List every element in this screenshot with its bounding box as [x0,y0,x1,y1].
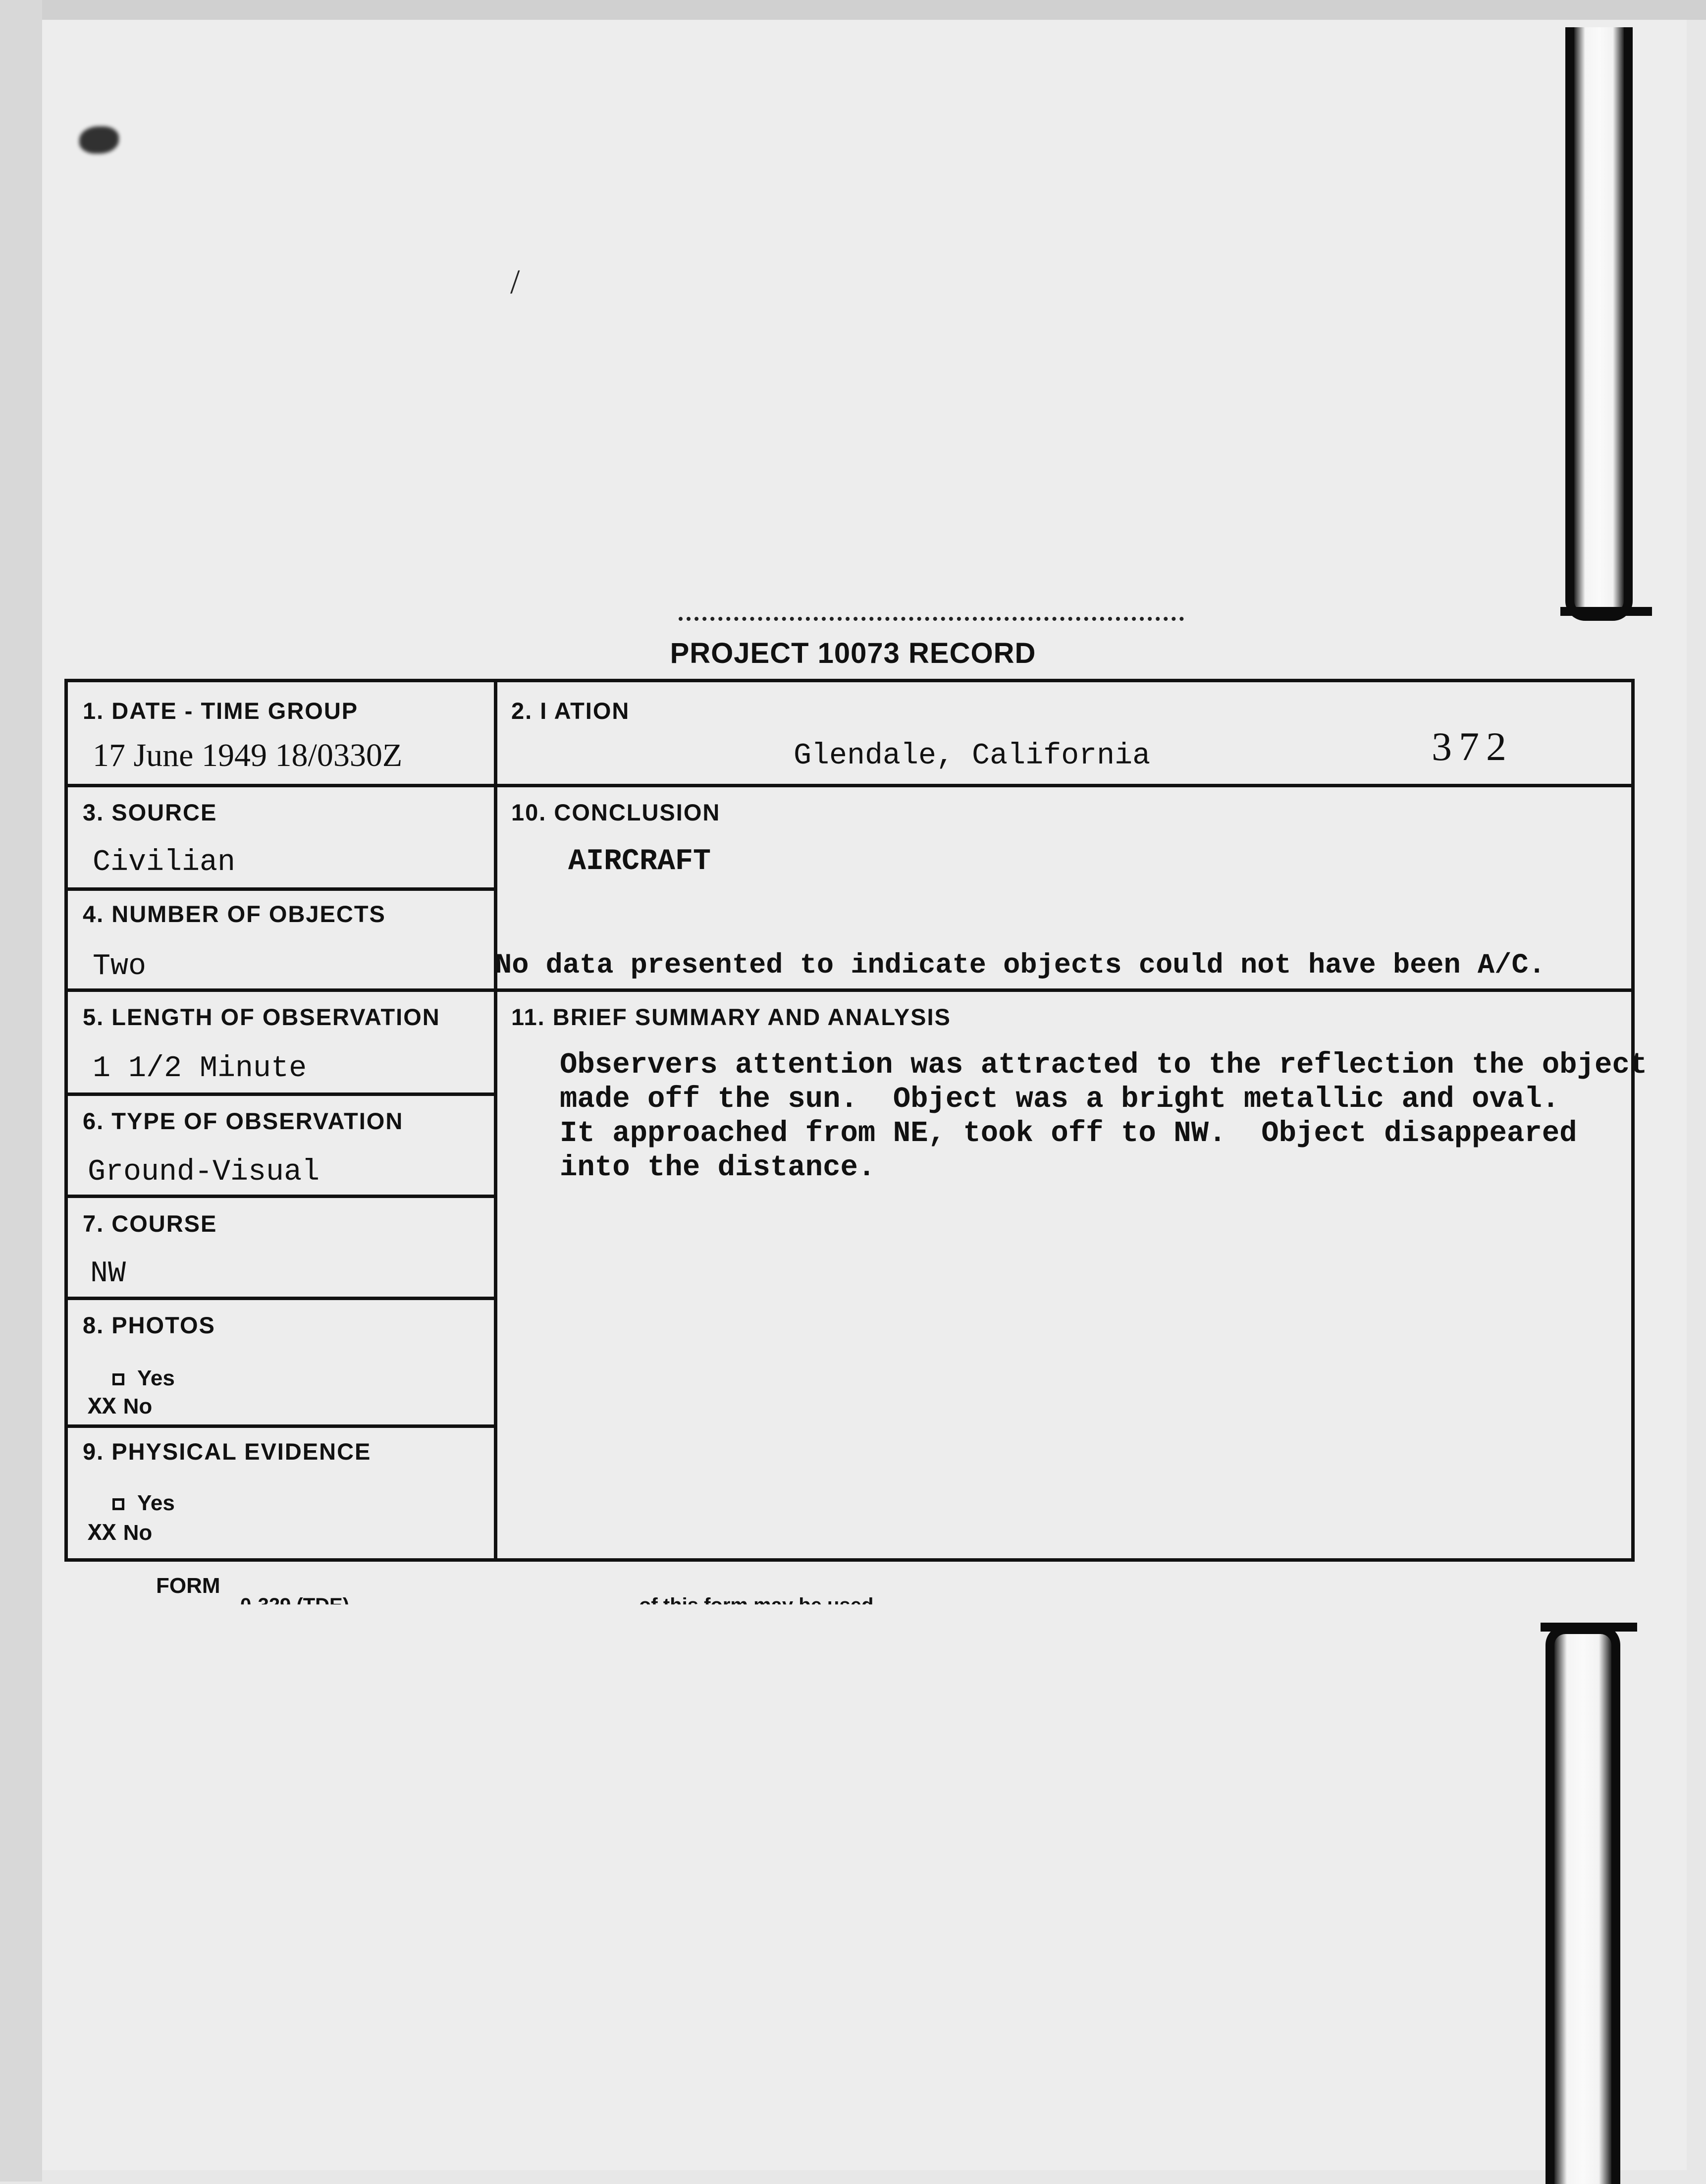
stray-pen-mark: / [510,263,520,301]
number-of-objects-value: Two [93,950,147,983]
course-value: NW [90,1257,126,1291]
document-title: PROJECT 10073 RECORD [670,637,1036,669]
photos-no-label: No [123,1394,153,1419]
summary-line: into the distance. [560,1151,876,1184]
checkbox-x-mark-icon: XX [88,1521,116,1547]
source-value: Civilian [93,846,236,879]
conclusion-value: AIRCRAFT [568,845,711,878]
date-time-label: 1. DATE - TIME GROUP [83,698,359,724]
physical-evidence-yes-label: Yes [137,1491,175,1515]
summary-text [560,1048,1650,1185]
checkbox-empty-icon [112,1498,124,1510]
location-value: Glendale, California [794,739,1151,773]
row-divider-left-6 [68,1297,494,1300]
physical-evidence-no-label: No [123,1521,153,1545]
summary-line: Observers attention was attracted to the reflection the object [560,1048,1648,1082]
row-divider-left-2 [68,887,494,891]
page-top-shadow [0,0,1706,20]
length-of-observation-label: 5. LENGTH OF OBSERVATION [83,1004,440,1030]
row-divider-1 [68,784,1635,787]
length-of-observation-value: 1 1/2 Minute [93,1052,307,1086]
row-divider-left-7 [68,1424,494,1428]
summary-line: It approached from NE, took off to NW. Object disappeared [560,1117,1577,1150]
handwritten-record-number: 372 [1432,724,1513,769]
physical-evidence-no-option[interactable] [88,1521,152,1547]
photos-yes-label: Yes [137,1366,175,1390]
column-divider [494,682,497,1562]
location-label: 2. I ATION [511,698,630,724]
ink-smudge [79,126,119,154]
physical-evidence-yes-option[interactable] [112,1491,175,1516]
summary-label: 11. BRIEF SUMMARY AND ANALYSIS [511,1004,951,1030]
photos-label: 8. PHOTOS [83,1312,215,1338]
physical-evidence-label: 9. PHYSICAL EVIDENCE [83,1438,372,1465]
dotted-rule [679,617,1184,621]
row-divider-3 [68,988,1635,992]
type-of-observation-label: 6. TYPE OF OBSERVATION [83,1108,404,1134]
row-divider-left-5 [68,1195,494,1198]
date-time-value: 17 June 1949 18/0330Z [93,737,403,773]
course-label: 7. COURSE [83,1210,217,1237]
summary-line: made off the sun. Object was a bright metallic and oval. [560,1083,1560,1116]
row-divider-left-4 [68,1092,494,1096]
checkbox-empty-icon [112,1373,124,1385]
conclusion-label: 10. CONCLUSION [511,799,721,825]
photos-yes-option[interactable] [112,1366,175,1391]
conclusion-note: No data presented to indicate objects could not have been A/C. [495,950,1546,982]
film-sprocket-bottom-base [1541,1623,1637,1632]
type-of-observation-value: Ground-Visual [88,1155,320,1189]
checkbox-x-mark-icon: XX [88,1394,116,1421]
film-sprocket-top [1565,27,1633,621]
number-of-objects-label: 4. NUMBER OF OBJECTS [83,901,386,927]
film-sprocket-bottom [1546,1625,1620,2184]
footer-form-label: FORM [156,1574,220,1598]
film-sprocket-top-base [1560,607,1652,616]
source-label: 3. SOURCE [83,799,217,825]
page-left-shadow [0,0,42,2182]
photos-no-option[interactable] [88,1394,152,1421]
